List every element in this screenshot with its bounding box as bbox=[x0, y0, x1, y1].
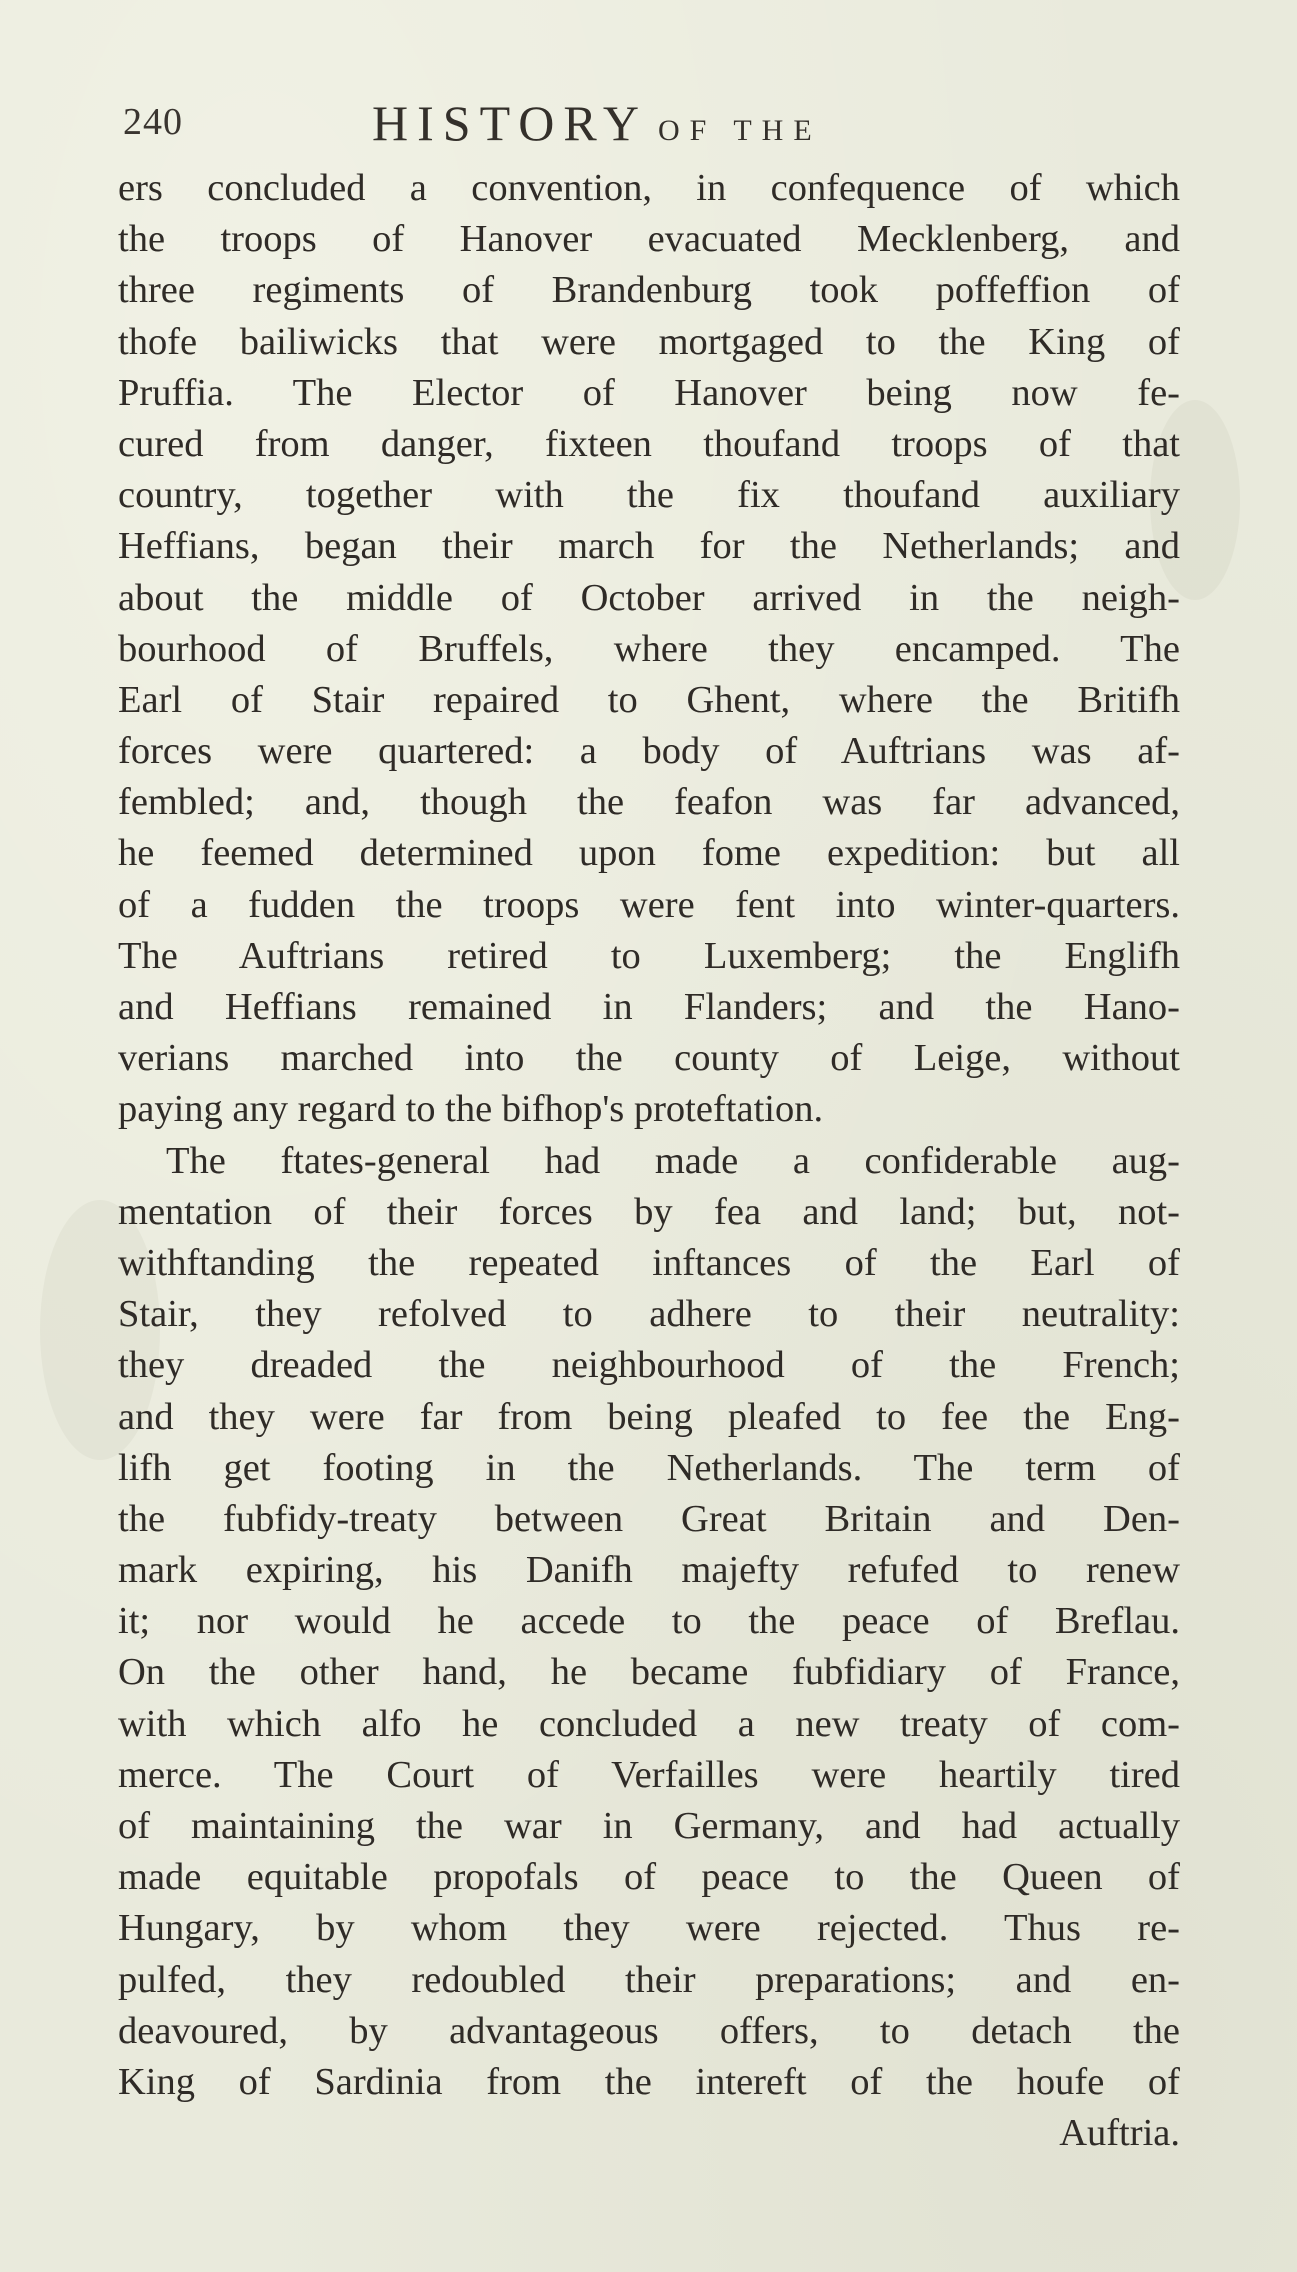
text-line: withftanding the repeated inftances of the Earl of bbox=[118, 1241, 1180, 1284]
text-line: the troops of Hanover evacuated Mecklenberg, and bbox=[118, 218, 1180, 261]
running-title-small: OF THE bbox=[658, 114, 822, 147]
text-line: thofe bailiwicks that were mortgaged to the King of bbox=[118, 320, 1180, 363]
text-line: Earl of Stair repaired to Ghent, where the Britifh bbox=[118, 678, 1180, 721]
text-line: mentation of their forces by fea and land; but, not- bbox=[118, 1190, 1180, 1233]
text-line: Hungary, by whom they were rejected. Thus re- bbox=[118, 1907, 1180, 1950]
text-line: he feemed determined upon fome expedition: but all bbox=[118, 832, 1180, 875]
text-line: about the middle of October arrived in the neigh- bbox=[118, 576, 1180, 619]
text-line: cured from danger, fixteen thoufand troops of that bbox=[118, 422, 1180, 465]
running-title-main: HISTORY bbox=[372, 95, 649, 151]
text-line: deavoured, by advantageous offers, to detach the bbox=[118, 2009, 1180, 2052]
text-line: The Auftrians retired to Luxemberg; the Englifh bbox=[118, 934, 1180, 977]
text-line: and Heffians remained in Flanders; and the Hano- bbox=[118, 986, 1180, 1028]
page-number: 240 bbox=[123, 101, 183, 143]
text-line: Pruffia. The Elector of Hanover being now fe- bbox=[118, 371, 1180, 414]
text-line: three regiments of Brandenburg took poffeffion of bbox=[118, 269, 1180, 312]
text-line: lifh get footing in the Netherlands. The term of bbox=[118, 1446, 1180, 1489]
text-line: they dreaded the neighbourhood of the French; bbox=[118, 1344, 1180, 1387]
text-line: fembled; and, though the feafon was far advanced, bbox=[118, 781, 1180, 824]
text-line: verians marched into the county of Leige, without bbox=[118, 1037, 1180, 1080]
text-line: King of Sardinia from the intereft of the houfe of bbox=[118, 2060, 1180, 2103]
text-line: country, together with the fix thoufand auxiliary bbox=[118, 474, 1180, 517]
text-line: and they were far from being pleafed to fee the Eng- bbox=[118, 1395, 1180, 1438]
text-line: it; nor would he accede to the peace of Breflau. bbox=[118, 1600, 1180, 1643]
text-line: made equitable propofals of peace to the Queen of bbox=[118, 1856, 1180, 1899]
text-line: pulfed, they redoubled their preparations; and en- bbox=[118, 1958, 1180, 2001]
text-line: of a fudden the troops were fent into winter-quarters. bbox=[118, 883, 1180, 926]
body-text bbox=[118, 163, 1180, 2159]
text-line: Heffians, began their march for the Netherlands; and bbox=[118, 525, 1180, 568]
text-line: the fubfidy-treaty between Great Britain and Den- bbox=[118, 1497, 1180, 1540]
text-line: merce. The Court of Verfailles were heartily tired bbox=[118, 1753, 1180, 1796]
catchword-line: Auftria. bbox=[1059, 2112, 1180, 2155]
running-head bbox=[118, 95, 1178, 158]
text-line: with which alfo he concluded a new treaty of com- bbox=[118, 1702, 1180, 1745]
text-line: ers concluded a convention, in confequence of which bbox=[118, 167, 1180, 209]
running-title bbox=[372, 94, 822, 152]
text-line: mark expiring, his Danifh majefty refufed to renew bbox=[118, 1549, 1180, 1592]
text-line: Stair, they refolved to adhere to their neutrality: bbox=[118, 1293, 1180, 1336]
text-line: of maintaining the war in Germany, and had actually bbox=[118, 1805, 1180, 1847]
paragraph-start-line: The ftates-general had made a confiderable aug- bbox=[166, 1139, 1180, 1182]
text-line: forces were quartered: a body of Auftrians was af- bbox=[118, 730, 1180, 773]
text-line: bourhood of Bruffels, where they encamped. The bbox=[118, 627, 1180, 670]
text-line: paying any regard to the bifhop's proteftation. bbox=[118, 1088, 824, 1131]
text-line: On the other hand, he became fubfidiary of France, bbox=[118, 1651, 1180, 1694]
